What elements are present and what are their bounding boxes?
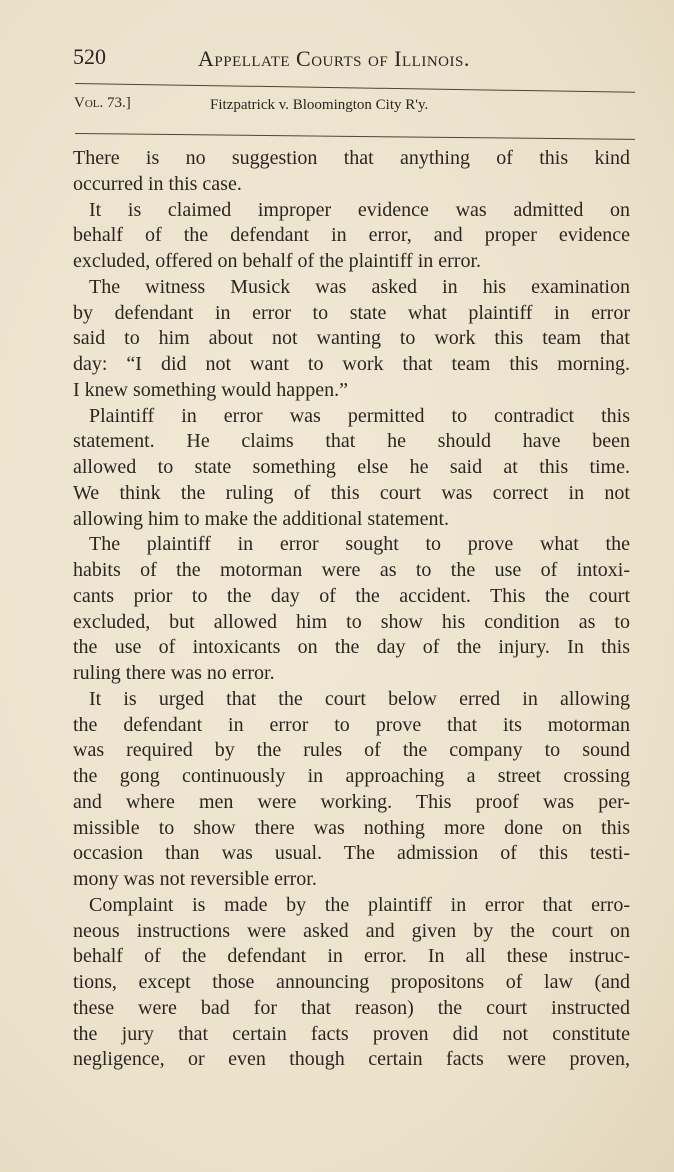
text-line: said to him about not wanting to work this team that: [73, 327, 630, 350]
text-line: behalf of the defendant in error, and proper evidence: [73, 224, 630, 247]
text-line: neous instructions were asked and given by the court on: [73, 919, 630, 942]
text-line: occurred in this case.: [73, 172, 242, 195]
text-line: allowing him to make the additional statement.: [73, 507, 450, 530]
text-line: Complaint is made by the plaintiff in error that erro-: [89, 893, 630, 916]
text-line: Plaintiff in error was permitted to contradict this: [89, 404, 630, 427]
text-line: negligence, or even though certain facts were proven,: [73, 1048, 630, 1071]
text-line: The witness Musick was asked in his examination: [89, 275, 630, 298]
text-line: tions, except those announcing propositons of law (and: [73, 971, 630, 993]
text-line: The plaintiff in error sought to prove what the: [89, 533, 630, 556]
text-line: I knew something would happen.”: [73, 378, 348, 401]
page-number: 520: [73, 44, 106, 69]
volume-label: Vol. 73.]: [74, 95, 131, 111]
text-line: We think the ruling of this court was correct in not: [73, 481, 630, 504]
text-line: missible to show there was nothing more done on this: [73, 816, 630, 839]
text-line: ruling there was no error.: [73, 662, 275, 684]
text-line: and where men were working. This proof was per-: [73, 790, 630, 813]
case-title: Fitzpatrick v. Bloomington City R'y.: [210, 97, 429, 113]
text-line: habits of the motorman were as to the use of intoxi-: [73, 559, 630, 581]
text-line: allowed to state something else he said at this time.: [73, 456, 630, 478]
text-line: It is urged that the court below erred in allowing: [89, 687, 630, 710]
text-line: cants prior to the day of the accident. This the court: [73, 584, 630, 607]
header-rule-top: [75, 83, 635, 93]
text-line: the use of intoxicants on the day of the injury. In this: [73, 636, 630, 659]
text-line: excluded, offered on behalf of the plaintiff in error.: [73, 250, 481, 272]
text-line: behalf of the defendant in error. In all these instruc-: [73, 945, 630, 968]
text-line: by defendant in error to state what plaintiff in error: [73, 301, 630, 324]
text-line: There is no suggestion that anything of this kind: [73, 147, 630, 169]
text-line: the jury that certain facts proven did not constitute: [73, 1022, 630, 1045]
text-line: statement. He claims that he should have been: [73, 430, 630, 453]
text-line: occasion than was usual. The admission of this testi-: [73, 842, 630, 865]
header-rule-bottom: [75, 133, 635, 140]
text-line: mony was not reversible error.: [73, 868, 317, 890]
text-line: the gong continuously in approaching a street crossing: [73, 765, 630, 787]
text-line: excluded, but allowed him to show his condition as to: [73, 610, 630, 633]
text-line: was required by the rules of the company to sound: [73, 739, 630, 762]
text-line: It is claimed improper evidence was admitted on: [89, 198, 630, 221]
text-line: these were bad for that reason) the court instructed: [73, 996, 630, 1019]
text-line: the defendant in error to prove that its motorman: [73, 713, 630, 736]
text-line: day: “I did not want to work that team this morning.: [73, 353, 630, 375]
running-title: Appellate Courts of Illinois.: [198, 46, 470, 71]
body-text: [73, 146, 630, 1073]
